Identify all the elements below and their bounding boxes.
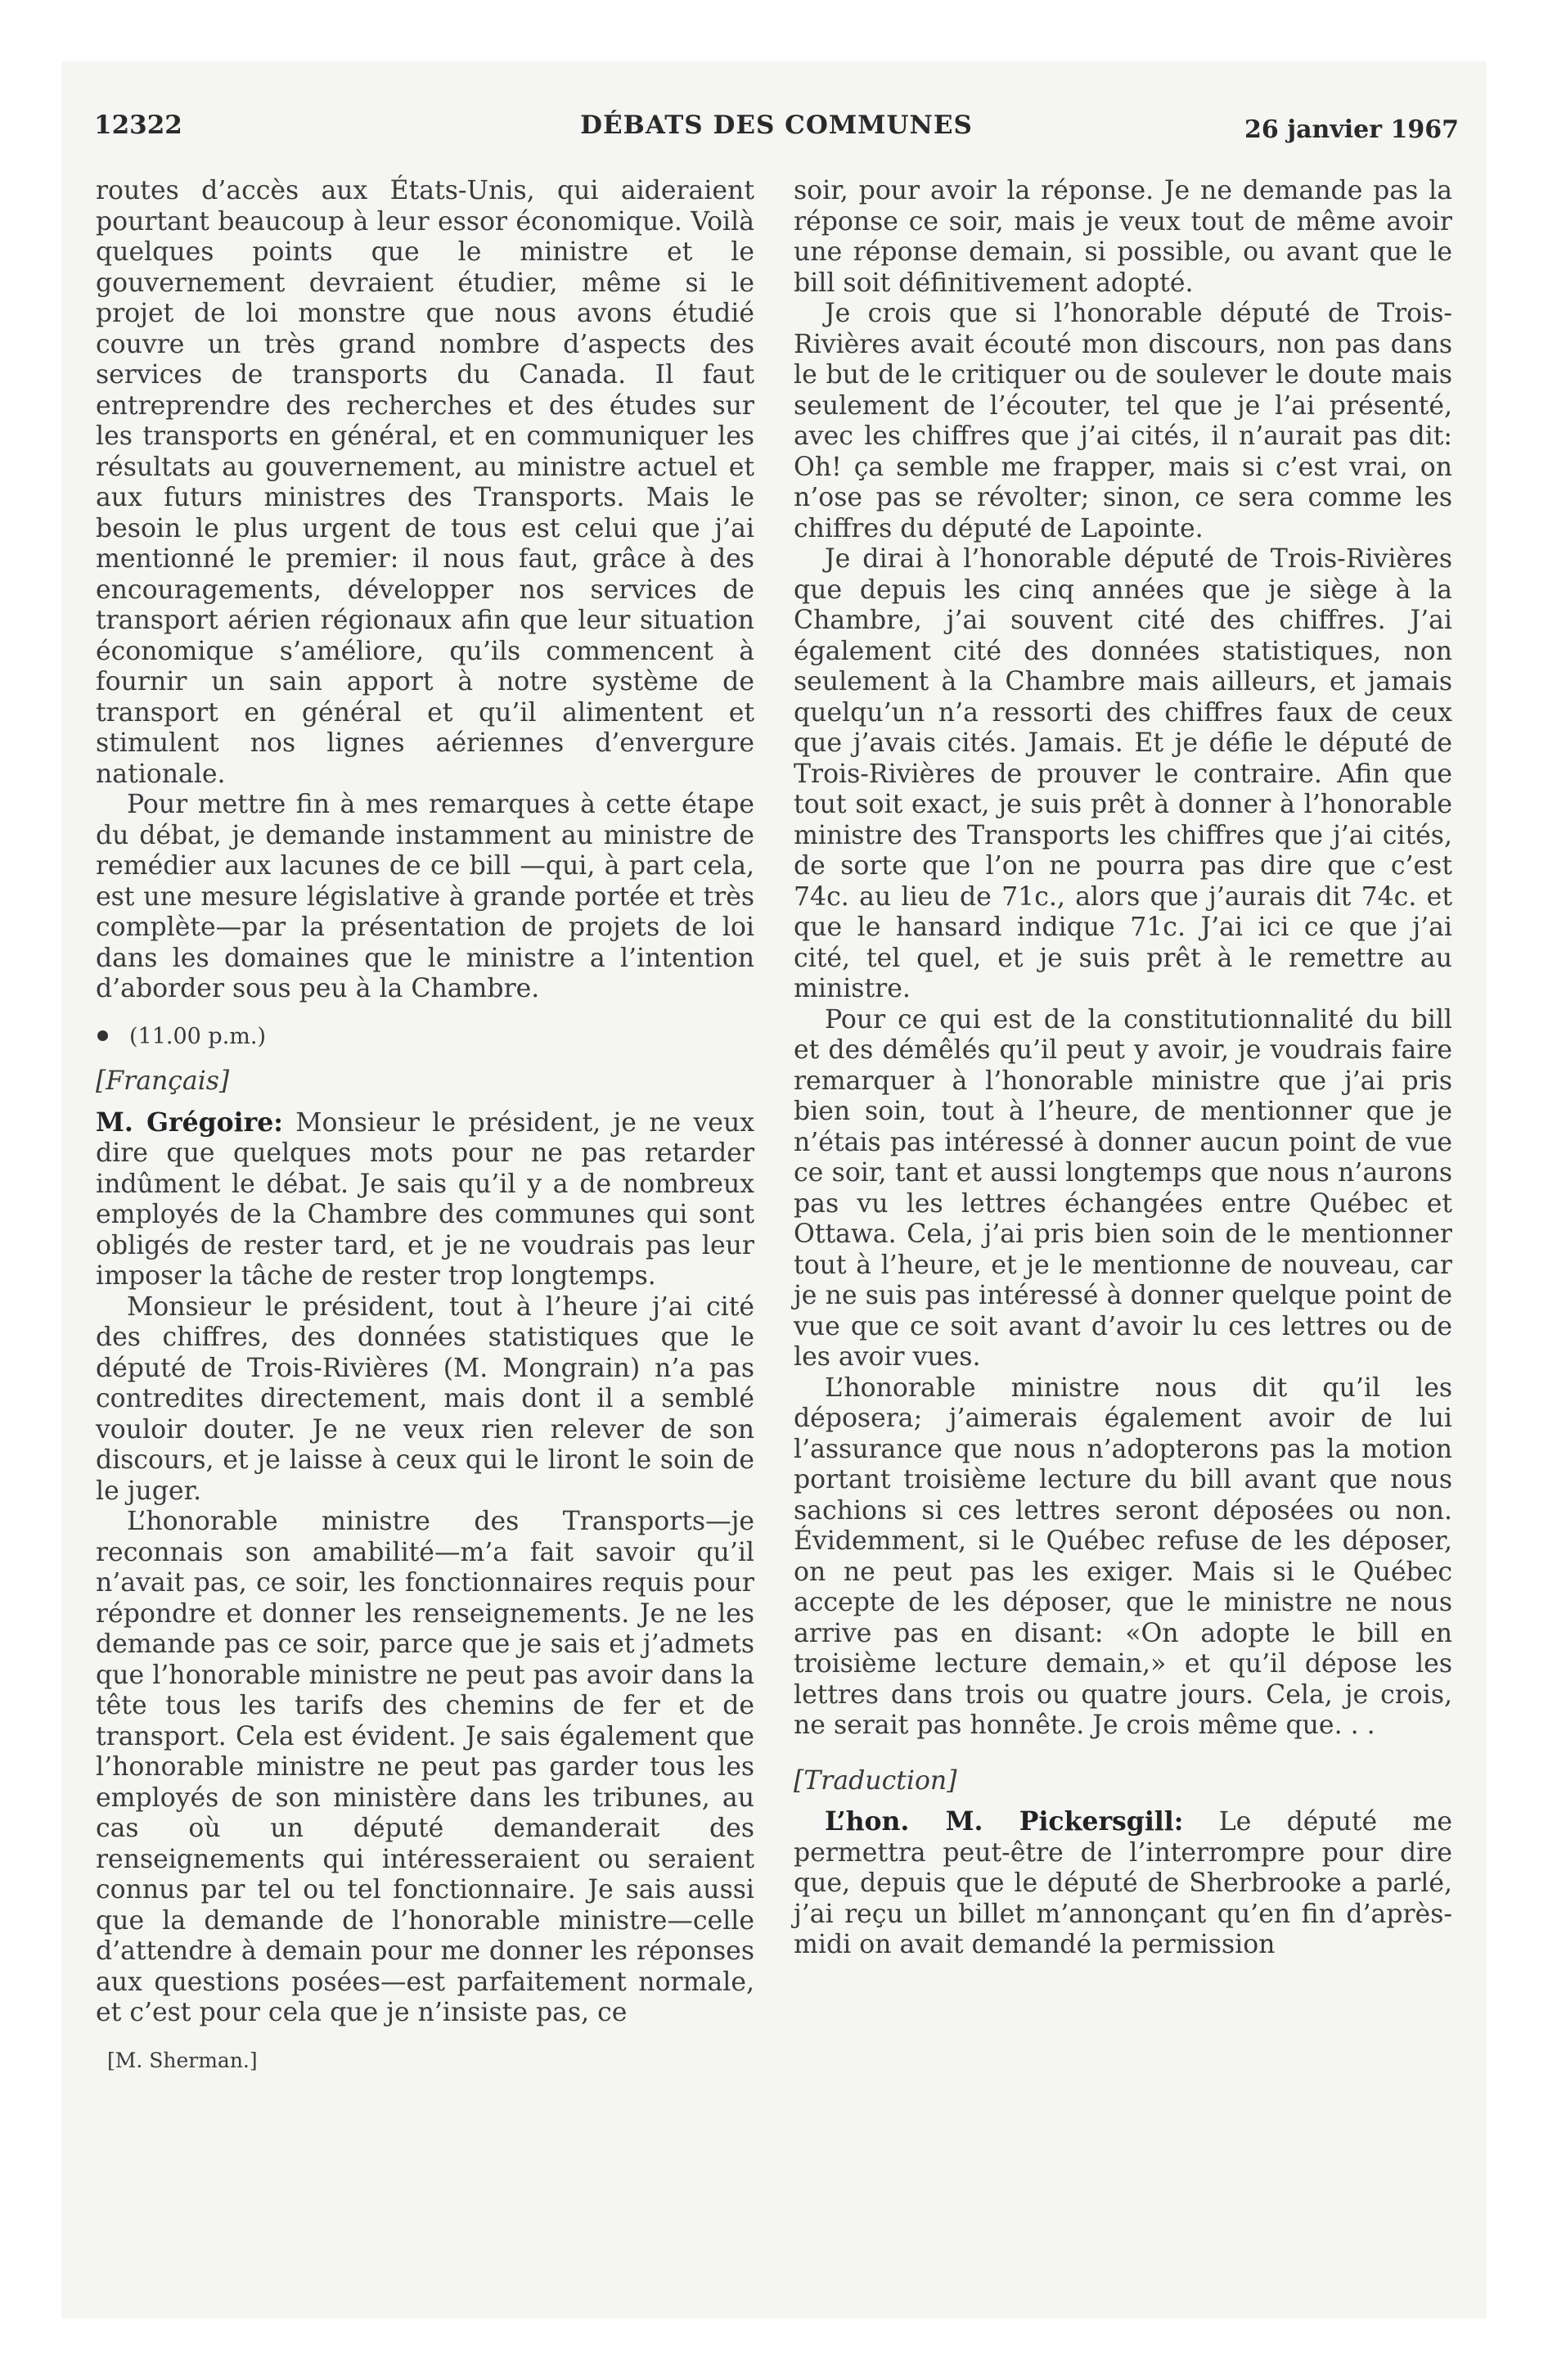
- section-label: [Traduction]: [794, 1765, 957, 1796]
- time-stamp: [96, 1021, 754, 1053]
- paragraph: Pour mettre fin à mes remarques à cette étape du débat, je demande instamment au ministre de remédier aux lacunes de ce bill —qui, à part cela, est une mesure législative à grande portée et très complète—par la présentation de projets de loi dans les domaines que le ministre a l’intention d’aborder sous peu à la Chambre.: [96, 790, 754, 1003]
- paragraph: L’honorable ministre des Transports—je reconnais son amabilité—m’a fait savoir qu’il n’avait pas, ce soir, les fonctionnaires requis pour répondre et donner les renseignements. Je ne les demande pas ce soir, parce que je sais et j’admets que l’honorable ministre ne peut pas avoir dans la tête tous les tarifs des chemins de fer et de transport. Cela est évident. Je sais également que l’honorable ministre ne peut pas garder tous les employés de son ministère dans les tribunes, au cas où un député demanderait des renseignements qui intéresseraient ou seraient connus par tel ou tel fonctionnaire. Je sais aussi que la demande de l’honorable ministre—celle d’attendre à demain pour me donner les réponses aux questions posées—est parfaitement normale, et c’est pour cela que je n’insiste pas, ce: [96, 1507, 754, 2027]
- speaker-footer: [M. Sherman.]: [107, 2048, 258, 2072]
- bullet-dot-icon: [97, 1030, 108, 1041]
- page-header: [94, 110, 1459, 151]
- section-label: [Français]: [96, 1066, 230, 1096]
- paragraph: Je dirai à l’honorable député de Trois-Rivières que depuis les cinq années que je siège à la Chambre, j’ai souvent cité des chiffres. J’ai également cité des données statistiques, non seulement à la Chambre mais ailleurs, et jamais quelqu’un n’a ressorti des chiffres faux de ceux que j’avais cités. Jamais. Et je défie le député de Trois-Rivières de prouver le contraire. Afin que tout soit exact, je suis prêt à donner à l’honorable ministre des Transports les chiffres que j’ai cités, de sorte que l’on ne pourra pas dire que c’est 74c. au lieu de 71c., alors que j’aurais dit 74c. et que le hansard indique 71c. J’ai ici ce que j’ai cité, tel quel, et je suis prêt à le remettre au ministre.: [794, 544, 1452, 1003]
- paragraph: soir, pour avoir la réponse. Je ne demande pas la réponse ce soir, mais je veux tout de même avoir une réponse demain, si possible, ou avant que le bill soit définitivement adopté.: [794, 176, 1452, 298]
- page-date: 26 janvier 1967: [1244, 115, 1459, 144]
- paragraph: Monsieur le président, tout à l’heure j’ai cité des chiffres, des données statistiques que le député de Trois-Rivières (M. Mongrain) n’a pas contredites directement, mais dont il a semblé vouloir douter. Je ne veux rien relever de son discours, et je laisse à ceux qui le liront le soin de le juger.: [96, 1291, 754, 1506]
- page-scan: [61, 61, 1487, 2319]
- speech-paragraph: [96, 1107, 754, 1292]
- right-column: [794, 176, 1452, 1961]
- paragraph: Pour ce qui est de la constitutionnalité du bill et des démêlés qu’il peut y avoir, je voudrais faire remarquer à l’honorable ministre que j’ai pris bien soin, tout à l’heure, de mentionner que je n’étais pas intéressé à donner aucun point de vue ce soir, tant et aussi longtemps que nous n’aurons pas vu les lettres échangées entre Québec et Ottawa. Cela, j’ai pris bien soin de le mentionner tout à l’heure, et je le mentionne de nouveau, car je ne suis pas intéressé à donner quelque point de vue que ce soit avant d’avoir lu ces lettres ou de les avoir vues.: [794, 1004, 1452, 1372]
- speech-text: Monsieur le président, je ne veux dire que quelques mots pour ne pas retarder indûment le débat. Je sais qu’il y a de nombreux employés de la Chambre des communes qui sont obligés de rester tard, et je ne voudrais pas leur imposer la tâche de rester trop longtemps.: [96, 1107, 754, 1291]
- speech-text: Le député me permettra peut-être de l’interrompre pour dire que, depuis que le député de Sherbrooke a parlé, j’ai reçu un billet m’annonçant qu’en fin d’après-midi on avait demandé la permission: [794, 1807, 1453, 1959]
- paragraph: routes d’accès aux États-Unis, qui aideraient pourtant beaucoup à leur essor économique. Voilà quelques points que le ministre et le gouvernement devraient étudier, même si le projet de loi monstre que nous avons étudié couvre un très grand nombre d’aspects des services de transports du Canada. Il faut entreprendre des recherches et des études sur les transports en général, et en communiquer les résultats au gouvernement, au ministre actuel et aux futurs ministres des Transports. Mais le besoin le plus urgent de tous est celui que j’ai mentionné le premier: il nous faut, grâce à des encouragements, développer nos services de transport aérien régionaux afin que leur situation économique s’améliore, qu’ils commencent à fournir un sain apport à notre système de transport en général et qu’il alimentent et stimulent nos lignes aériennes d’envergure nationale.: [96, 176, 754, 789]
- time-text: (11.00 p.m.): [129, 1023, 266, 1049]
- speech-paragraph: [794, 1806, 1452, 1961]
- publication-title: DÉBATS DES COMMUNES: [580, 110, 973, 140]
- speaker-name: M. Grégoire:: [96, 1107, 283, 1138]
- page-number: 12322: [94, 110, 182, 140]
- speaker-name: L’hon. M. Pickersgill:: [825, 1806, 1184, 1837]
- left-column: [96, 176, 754, 2076]
- paragraph: L’honorable ministre nous dit qu’il les déposera; j’aimerais également avoir de lui l’assurance que nous n’adopterons pas la motion portant troisième lecture du bill avant que nous sachions si ces lettres seront déposées ou non. Évidemment, si le Québec refuse de les déposer, on ne peut pas les exiger. Mais si le Québec accepte de les déposer, que le ministre ne nous arrive pas en disant: «On adopte le bill en troisième lecture demain,» et qu’il dépose les lettres dans trois ou quatre jours. Cela, je crois, ne serait pas honnête. Je crois même que. . .: [794, 1373, 1452, 1740]
- paragraph: Je crois que si l’honorable député de Trois-Rivières avait écouté mon discours, non pas dans le but de le critiquer ou de soulever le doute mais seulement de l’écouter, tel que je l’ai présenté, avec les chiffres que j’ai cités, il n’aurait pas dit: Oh! ça semble me frapper, mais si c’est vrai, on n’ose pas se révolter; sinon, ce sera comme les chiffres du député de Lapointe.: [794, 299, 1452, 543]
